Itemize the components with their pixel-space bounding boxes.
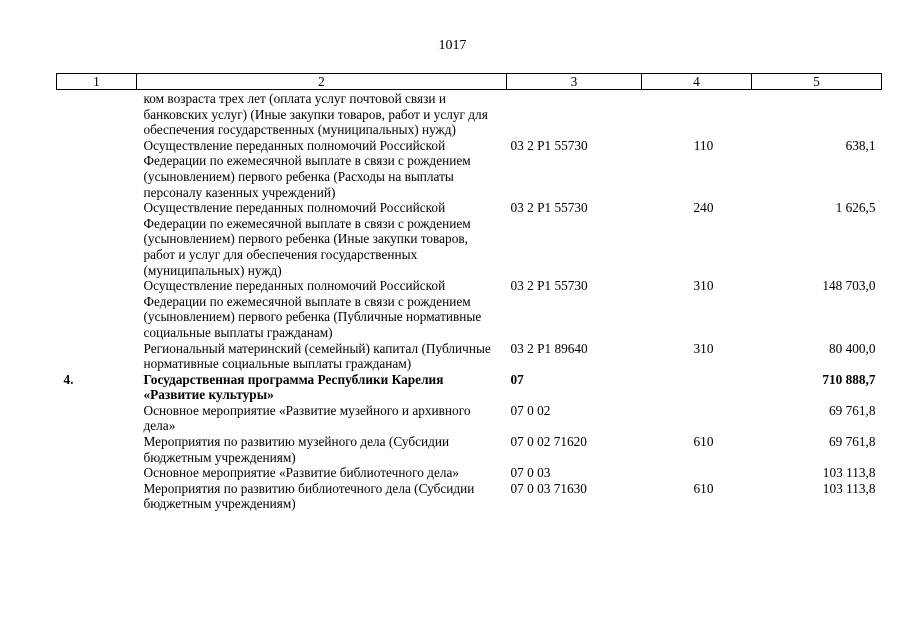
row-expense-type: 310 [693,278,714,294]
row-amount: 103 113,8 [822,465,876,481]
row-amount: 69 761,8 [828,402,876,418]
table-row [57,200,882,278]
row-name: ком возраста трех лет (оплата услуг почтовой связи и банковских услуг) (Иные закупки товаров, работ и услуг для обеспечения государственных (муниципальных) нужд) [143,91,488,138]
row-name: Основное мероприятие «Развитие библиотечного дела» [143,465,460,481]
column-header-4: 4 [642,74,752,90]
row-name: Основное мероприятие «Развитие музейного и архивного дела» [143,402,471,434]
row-number [57,138,137,200]
row-expense-type [642,465,752,481]
row-name: Государственная программа Республики Карелия «Развитие культуры» [143,371,444,403]
row-number [57,200,137,278]
row-amount [752,90,882,138]
row-amount: 1 626,5 [835,200,876,216]
row-number: 4. [63,371,74,387]
row-number [57,403,137,434]
row-name: Осуществление переданных полномочий Российской Федерации по ежемесячной выплате в связи с рождением (усыновлением) первого ребенка (Публичные нормативные социальные выплаты гражданам) [143,278,482,340]
row-code: 07 0 03 71630 [510,480,587,496]
row-expense-type: 610 [693,480,714,496]
row-name: Мероприятия по развитию библиотечного дела (Субсидии бюджетным учреждениям) [143,480,475,512]
row-expense-type: 310 [693,340,714,356]
row-code: 03 2 P1 55730 [510,200,588,216]
row-number [57,341,137,372]
row-expense-type: 240 [693,200,714,216]
table-row [57,403,882,434]
table-row [57,481,882,512]
budget-table [56,73,882,512]
row-number [57,90,137,138]
row-amount: 148 703,0 [822,278,876,294]
row-amount: 80 400,0 [828,340,876,356]
table-row [57,278,882,340]
row-expense-type: 610 [693,434,714,450]
row-name: Мероприятия по развитию музейного дела (Субсидии бюджетным учреждениям) [143,434,450,465]
row-expense-type [642,403,752,434]
row-number [57,465,137,481]
row-code: 03 2 P1 89640 [510,340,588,356]
row-name: Осуществление переданных полномочий Российской Федерации по ежемесячной выплате в связи с рождением (усыновлением) первого ребенка (Иные закупки товаров, работ и услуг для обеспечения государственных (муниципальных) нужд) [143,200,471,278]
row-number [57,278,137,340]
row-amount: 710 888,7 [822,371,876,387]
table-header-row [57,74,882,90]
row-expense-type [642,372,752,403]
row-code: 03 2 P1 55730 [510,278,588,294]
table-row [57,465,882,481]
row-expense-type: 110 [693,137,714,153]
page-number: 1017 [438,38,467,53]
column-header-5: 5 [752,74,882,90]
table-row [57,138,882,200]
row-number [57,481,137,512]
row-code: 07 0 03 [510,465,551,481]
row-code [507,90,642,138]
column-header-1: 1 [57,74,137,90]
column-header-3: 3 [507,74,642,90]
row-code: 07 0 02 71620 [510,434,587,450]
row-expense-type [642,90,752,138]
row-name: Региональный материнский (семейный) капитал (Публичные нормативные социальные выплаты гражданам) [143,340,491,372]
column-header-2: 2 [137,74,507,90]
table-row [57,434,882,465]
row-code: 07 [510,371,524,387]
row-name: Осуществление переданных полномочий Российской Федерации по ежемесячной выплате в связи с рождением (усыновлением) первого ребенка (Расходы на выплаты персоналу казенных учреждений) [143,137,471,200]
row-amount: 103 113,8 [822,480,876,496]
table-row [57,341,882,372]
table-row-program [57,372,882,403]
row-amount: 638,1 [845,137,876,153]
row-code: 07 0 02 [510,402,551,418]
table-row [57,90,882,138]
row-amount: 69 761,8 [828,434,876,450]
row-number [57,434,137,465]
row-code: 03 2 P1 55730 [510,137,588,153]
